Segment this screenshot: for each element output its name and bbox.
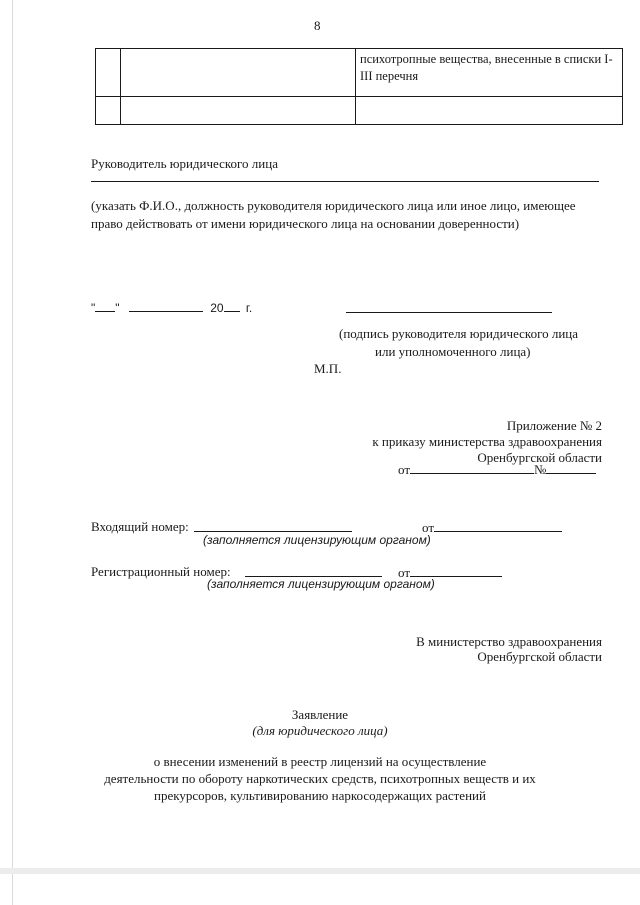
- table-cell: [356, 97, 623, 125]
- appendix-order: к приказу министерства здравоохранения: [372, 434, 602, 449]
- year-blank: [224, 299, 240, 312]
- table-cell-substances: психотропные вещества, внесенные в списки I-III перечня: [356, 49, 623, 97]
- statement-title: Заявление: [291, 707, 349, 722]
- appendix-number-blank: [546, 461, 596, 474]
- statement-line3: прекурсоров, культивированию наркосодержащих растений: [154, 788, 486, 803]
- day-blank: [95, 299, 115, 312]
- appendix-title: Приложение № 2: [506, 418, 602, 433]
- appendix-from-label: от: [398, 462, 411, 477]
- registration-note: (заполняется лицензирующим органом): [207, 577, 435, 591]
- incoming-date-field: [422, 519, 562, 536]
- statement-line2: деятельности по обороту наркотических средств, психотропных веществ и их: [104, 771, 536, 786]
- appendix-number-label: №: [534, 462, 547, 477]
- page-number: 8: [314, 18, 321, 33]
- date-field: [91, 299, 252, 315]
- signatory-line: [91, 181, 599, 182]
- table-row: [96, 49, 623, 97]
- registration-number-label: Регистрационный номер:: [91, 564, 231, 579]
- appendix-region: Оренбургской области: [477, 450, 602, 465]
- year-suffix: г.: [245, 301, 253, 315]
- quote-open: ": [91, 301, 96, 315]
- table-cell: [121, 97, 356, 125]
- signatory-label: Руководитель юридического лица: [91, 156, 278, 171]
- signature-line: [346, 312, 552, 313]
- incoming-from-label: от: [422, 520, 435, 535]
- incoming-number-blank: [194, 531, 352, 532]
- year-prefix: 20: [210, 301, 224, 315]
- addressee-line2: Оренбургской области: [477, 649, 602, 664]
- statement-subtitle: (для юридического лица): [252, 723, 388, 738]
- registration-from-label: от: [398, 565, 411, 580]
- addressee-line1: В министерство здравоохранения: [416, 634, 602, 649]
- incoming-date-blank: [434, 519, 562, 532]
- appendix-date-blank: [410, 461, 534, 474]
- signatory-instruction-line1: (указать Ф.И.О., должность руководителя юридического лица или иное лицо, имеющее: [91, 198, 576, 213]
- table-row: [96, 97, 623, 125]
- signatory-instruction-line2: право действовать от имени юридического лица на основании доверенности): [91, 216, 520, 231]
- continuation-table: [95, 48, 623, 125]
- incoming-note: (заполняется лицензирующим органом): [203, 533, 431, 547]
- table-cell: [96, 97, 121, 125]
- registration-date-blank: [410, 564, 502, 577]
- quote-close: ": [115, 301, 120, 315]
- signature-caption-line1: (подпись руководителя юридического лица: [339, 326, 579, 341]
- table-cell: [96, 49, 121, 97]
- month-blank: [129, 299, 203, 312]
- appendix-date-field: [398, 461, 596, 478]
- signature-caption-line2: или уполномоченного лица): [375, 344, 531, 359]
- scan-bottom-edge: [0, 868, 640, 874]
- table-cell: [121, 49, 356, 97]
- statement-line1: о внесении изменений в реестр лицензий на осуществление: [153, 754, 487, 769]
- incoming-number-label: Входящий номер:: [91, 519, 189, 534]
- stamp-label: М.П.: [314, 361, 342, 376]
